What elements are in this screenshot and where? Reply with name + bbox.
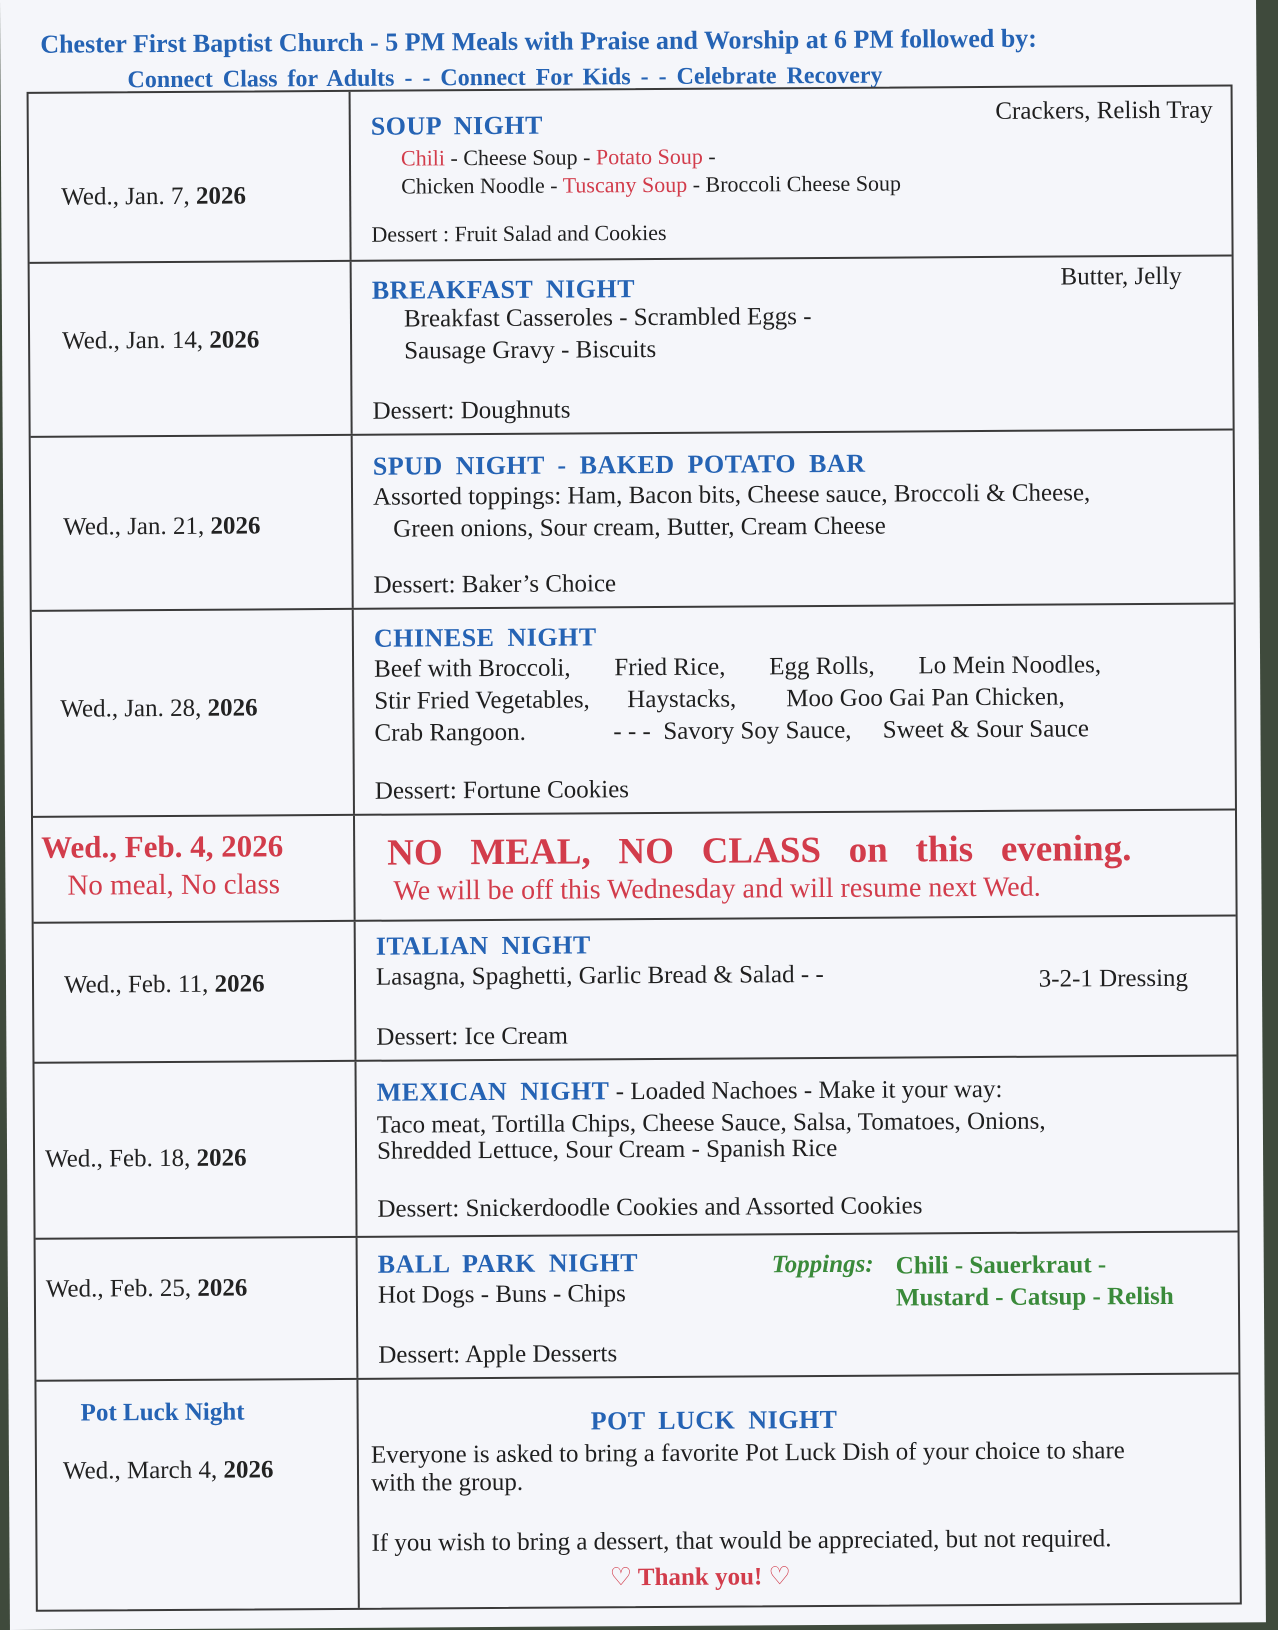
date-text (62, 326, 259, 355)
menu-cell (360, 1232, 1239, 1377)
date-prefix: Wed., Jan. 28, (60, 694, 202, 723)
night-title: SPUD NIGHT - BAKED POTATO BAR (372, 448, 866, 481)
menu-line: Sausage Gravy - Biscuits (404, 335, 657, 365)
soup-item: Chili (400, 145, 446, 171)
date-prefix: Wed., Feb. 11, (63, 970, 209, 999)
date-text (61, 183, 246, 212)
night-title: POT LUCK NIGHT (590, 1404, 838, 1436)
date-cell (34, 1062, 357, 1238)
dessert-line: Dessert: Doughnuts (372, 396, 571, 425)
menu-cell (353, 86, 1232, 259)
dessert-line: Dessert : Fruit Salad and Cookies (371, 219, 667, 247)
table-row (36, 1232, 1239, 1381)
date-text (64, 970, 265, 999)
menu-cell (360, 1374, 1239, 1607)
menu-line: If you wish to bring a dessert, that would be appreciated, but not required. (371, 1525, 1112, 1557)
menu-cell (355, 430, 1234, 607)
thank-you-text: Thank you! (637, 1563, 763, 1592)
dessert-line: Dessert: Ice Cream (376, 1022, 568, 1051)
date-cell (33, 816, 356, 922)
menu-line: Hot Dogs - Buns - Chips (377, 1280, 626, 1309)
menu-line: Crab Rangoon. - - - Savory Soy Sauce, Sweet & Sour Sauce (374, 715, 1090, 747)
date-cell (30, 262, 353, 436)
date-text (41, 828, 283, 865)
pot-luck-label: Pot Luck Night (80, 1398, 245, 1427)
date-prefix: Wed., Jan. 21, (63, 512, 205, 541)
date-cell (31, 436, 354, 610)
no-meal-note: No meal, No class (67, 868, 281, 902)
heart-icon: ♡ (609, 1564, 633, 1592)
date-year: 2026 (209, 326, 260, 354)
menu-cell (358, 916, 1237, 1059)
menu-line: Everyone is asked to bring a favorite Pot Luck Dish of your choice to share (370, 1437, 1125, 1469)
menu-line: Shredded Lettuce, Sour Cream - Spanish Rice (376, 1134, 838, 1165)
menu-line: Breakfast Casseroles - Scrambled Eggs - (403, 303, 812, 333)
date-prefix: Wed., Jan. 14, (62, 326, 204, 355)
night-title-line (377, 1074, 1003, 1108)
side-items: 3-2-1 Dressing (1038, 964, 1189, 993)
soup-item: Tuscany Soup (562, 171, 688, 198)
date-year: 2026 (197, 1274, 248, 1302)
soup-item: Chicken Noodle (401, 172, 545, 199)
toppings-line: Mustard - Catsup - Relish (895, 1282, 1174, 1312)
night-title: SOUP NIGHT (370, 110, 543, 141)
thank-you-line (610, 1561, 791, 1592)
date-year: 2026 (214, 970, 265, 998)
menu-line: Green onions, Sour cream, Butter, Cream Cheese (393, 512, 886, 543)
soup-line-1: Chili - Cheese Soup - Potato Soup - (400, 143, 716, 171)
night-title-tail: - Loaded Nachoes - Make it your way: (609, 1075, 1003, 1106)
side-items: Crackers, Relish Tray (995, 96, 1213, 125)
dessert-line: Dessert: Fortune Cookies (374, 776, 630, 805)
date-text (46, 1275, 248, 1304)
date-cell (34, 922, 357, 1062)
no-meal-subtitle: We will be off this Wednesday and will resume next Wed. (393, 871, 1041, 907)
dessert-line: Dessert: Baker’s Choice (373, 570, 617, 599)
heart-icon: ♡ (768, 1563, 792, 1591)
date-cell (32, 610, 355, 816)
menu-line: Lasagna, Spaghetti, Garlic Bread & Salad - - (375, 960, 824, 991)
table-row (31, 430, 1234, 611)
toppings-label: Toppings: (771, 1250, 874, 1279)
night-title: ITALIAN NIGHT (375, 930, 591, 961)
menu-line: Assorted toppings: Ham, Bacon bits, Cheese sauce, Broccoli & Cheese, (372, 479, 1091, 511)
date-year: 2026 (207, 694, 258, 722)
menu-cell (357, 810, 1236, 919)
date-year: 2026 (221, 828, 284, 864)
menu-line: Taco meat, Tortilla Chips, Cheese Sauce, Salsa, Tomatoes, Onions, (376, 1107, 1046, 1139)
date-cell (29, 92, 352, 262)
date-cell (36, 1380, 359, 1610)
table-row (32, 604, 1235, 817)
side-items: Butter, Jelly (1060, 262, 1182, 291)
date-prefix: Wed., Feb. 25, (45, 1274, 192, 1303)
menu-line: Stir Fried Vegetables, Haystacks, Moo Goo Gai Pan Chicken, (374, 683, 1065, 715)
menu-line: with the group. (370, 1468, 524, 1497)
date-text (63, 1456, 274, 1485)
toppings-line: Chili - Sauerkraut - (895, 1251, 1107, 1280)
night-title: BALL PARK NIGHT (377, 1248, 639, 1279)
date-prefix: Wed., March 4, (62, 1456, 218, 1485)
table-row (34, 916, 1237, 1063)
soup-item: Potato Soup (595, 143, 703, 170)
night-title: BREAKFAST NIGHT (371, 274, 636, 305)
table-row (34, 1056, 1237, 1239)
date-text (60, 694, 257, 723)
date-prefix: Wed., Feb. 4, (41, 828, 214, 865)
table-row (36, 1374, 1239, 1609)
dessert-line: Dessert: Snickerdoodle Cookies and Assorted Cookies (377, 1192, 923, 1223)
date-cell (36, 1238, 359, 1380)
night-title: CHINESE NIGHT (373, 622, 597, 653)
date-text (45, 1145, 247, 1174)
schedule-table (27, 84, 1242, 1611)
no-meal-title: NO MEAL, NO CLASS on this evening. (387, 828, 1132, 874)
soup-item: Broccoli Cheese Soup (705, 170, 902, 197)
date-prefix: Wed., Jan. 7, (61, 182, 190, 211)
table-row (30, 256, 1233, 437)
dessert-line: Dessert: Apple Desserts (378, 1340, 618, 1369)
menu-cell (358, 1056, 1237, 1235)
date-year: 2026 (210, 512, 261, 540)
night-title: MEXICAN NIGHT (376, 1076, 610, 1107)
date-year: 2026 (195, 182, 247, 210)
soup-line-2: Chicken Noodle - Tuscany Soup - Broccoli Cheese Soup (401, 170, 902, 199)
date-text (63, 512, 260, 541)
menu-cell (354, 256, 1233, 433)
menu-cell (356, 604, 1235, 813)
table-row (29, 86, 1232, 263)
date-year: 2026 (223, 1456, 274, 1484)
table-row (33, 810, 1236, 923)
menu-line: Beef with Broccoli, Fried Rice, Egg Rolls, Lo Mein Noodles, (374, 651, 1102, 683)
header-line-2: Connect Class for Adults - - Connect For Kids - - Celebrate Recovery (127, 62, 883, 94)
header-line-1: Chester First Baptist Church - 5 PM Meals with Praise and Worship at 6 PM followed by: (40, 23, 1037, 59)
soup-item: Cheese Soup (463, 144, 578, 171)
date-year: 2026 (196, 1144, 247, 1172)
date-prefix: Wed., Feb. 18, (44, 1144, 191, 1173)
